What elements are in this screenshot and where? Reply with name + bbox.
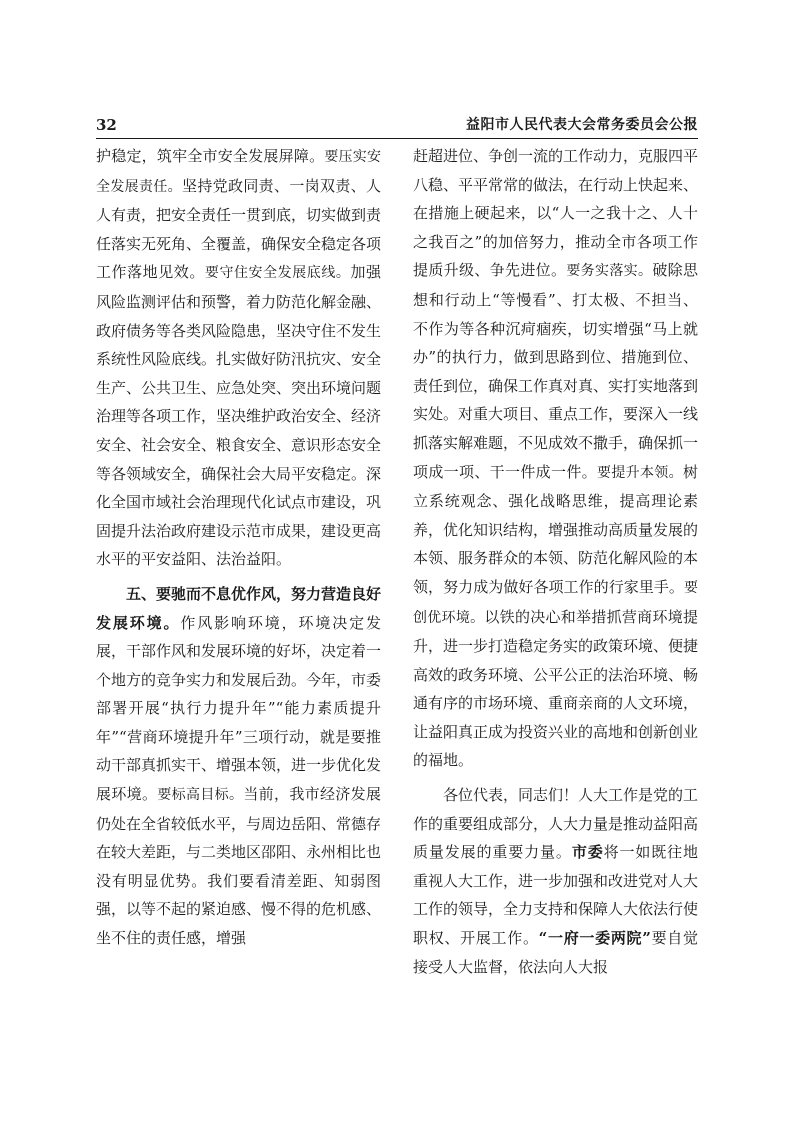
key-phrase: 要提升本领。: [596, 464, 683, 481]
key-phrase: 要创优环境。: [413, 579, 698, 626]
body-text: 将一如既往地重视人大工作，进一步加强和改进党对人大工作的领导，全力支持和保障人大依法行使职权、开展工作。: [413, 843, 699, 948]
body-text: 树立系统观念、强化战略思维，提高理论素养，优化知识结构，增强推动高质量发展的本领、服务群众的本领、防范化解风险的本领，努力成为做好各项工作的行家里手。: [413, 462, 699, 596]
section-heading: 五、要驰而不息优作风，努力营造良好发展环境。: [96, 584, 382, 632]
key-phrase: 要守住安全发展底线。: [204, 265, 351, 282]
body-text: 赶超进位、争创一流的工作动力，克服四平八稳、平平常常的做法，在行动上快起来、在措施上硬起来，以“人一之我十之、人十之我百之”的加倍努力，推动全市各项工作提质升级、争先进位。: [413, 147, 699, 280]
body-text: 坚持党政同责、一岗双责、人人有责，把安全责任一贯到底，切实做到责任落实无死角、全覆盖，确保安全稳定各项工作落地见效。: [96, 176, 382, 282]
key-phrase: 要务实落实。: [566, 263, 653, 280]
bold-phrase: “一府一委两院”: [538, 929, 651, 948]
key-phrase: 要压实安全发展责任。: [96, 149, 381, 195]
body-text: 以铁的决心和举措抓营商环境提升，进一步打造稳定务实的政策环境、便捷高效的政务环境、公平公正的法治环境、畅通有序的市场环境、重商亲商的人文环境，让益阳真正成为投资兴业的高地和创新创业的福地。: [413, 607, 699, 770]
key-phrase: 要标高目标。: [157, 787, 244, 804]
header-rule: [96, 138, 698, 139]
body-text: 加强风险监测评估和预警，着力防范化解金融、政府债务等各类风险隐患，坚决守住不发生系统性风险底线。扎实做好防汛抗灾、安全生产、公共卫生、应急处突、突出环境问题治理等各项工作，坚决维护政治安全、经济安全、社会安全、粮食安全、意识形态安全等各领域安全，确保社会大局平安稳定。深化全国市域社会治理现代化试点市建设，巩固提升法治政府建设示范市成果，建设更高水平的平安益阳、法治益阳。: [96, 263, 382, 569]
bold-phrase: 市委: [571, 843, 604, 862]
paragraph: [96, 580, 381, 953]
left-column: [96, 142, 381, 953]
body-text: 当前，我市经济发展仍处在全省较低水平，与周边岳阳、常德存在较大差距，与二类地区邵阳、永州相比也没有明显优势。我们要看清差距、知弱图强，以等不起的紧迫感、慢不得的危机感、坐不住的责任感，增强: [96, 785, 382, 948]
body-text: 各位代表，同志们！人大工作是党的工作的重要组成部分，人大力量是推动益阳高质量发展的重要力量。: [413, 786, 699, 862]
body-text: 作风影响环境，环境决定发展，干部作风和发展环境的好坏，决定着一个地方的竞争实力和发展后劲。今年，市委部署开展“执行力提升年”“能力素质提升年”“营商环境提升年”三项行动，就是要推动干部真抓实干、增强本领，进一步优化发展环境。: [96, 613, 382, 804]
paragraph: [413, 781, 698, 981]
paragraph: [413, 142, 698, 775]
page-header: [96, 114, 698, 138]
body-text: 破除思想和行动上“等慢看”、打太极、不担当、不作为等各种沉疴痼疾，切实增强“马上就办”的执行力，做到思路到位、措施到位、责任到位，确保工作真对真、实打实地落到实处。对重大项目、重点工作，要深入一线抓落实解难题，不见成效不撒手，确保抓一项成一项、干一件成一件。: [413, 261, 699, 481]
body-text: 护稳定，筑牢全市安全发展屏障。: [96, 147, 325, 165]
page-number: 32: [96, 116, 117, 134]
right-column: [413, 142, 698, 981]
body-text: 要自觉接受人大监督，依法向人大报: [413, 929, 698, 976]
paragraph: [96, 142, 381, 574]
journal-title: 益阳市人民代表大会常务委员会公报: [466, 117, 698, 133]
